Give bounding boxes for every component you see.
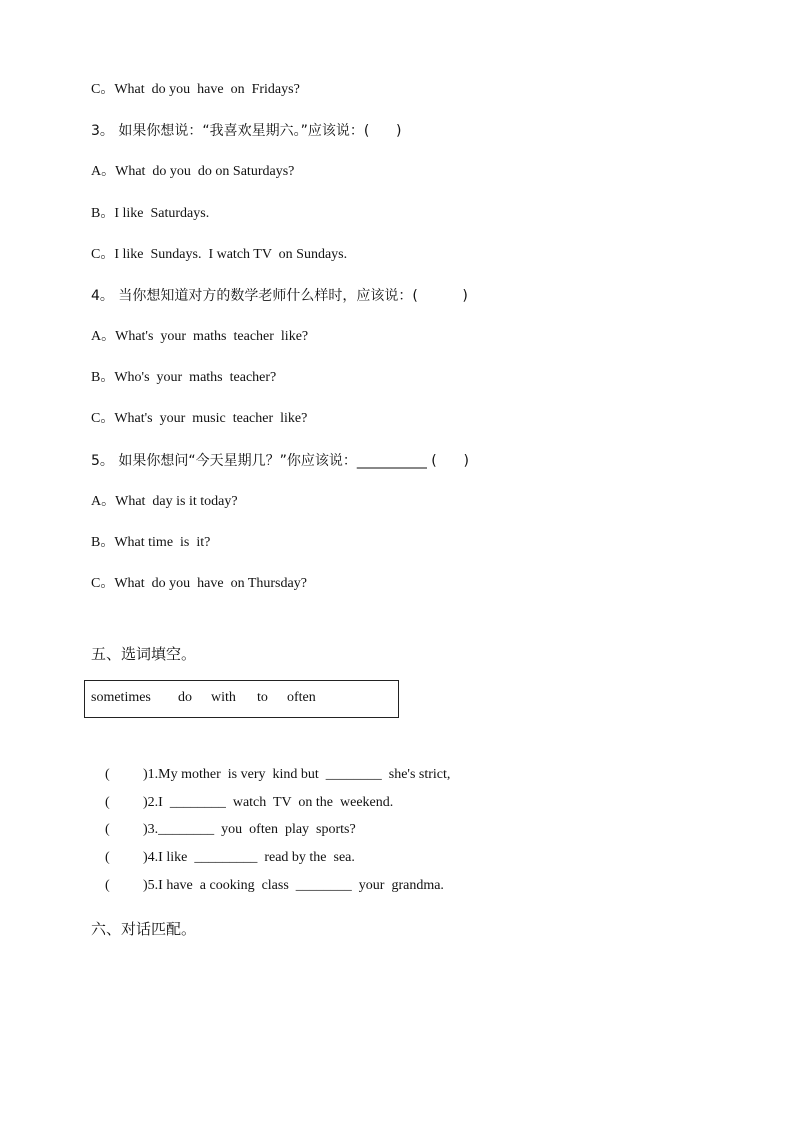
question-4: 4。 当你想知道对方的数学老师什么样时，应该说：( ) (91, 288, 468, 304)
answer-paren-open: ( (105, 822, 110, 837)
word-bank-item: with (211, 690, 236, 705)
answer-paren-close: ) (143, 822, 148, 837)
q2-option-c: C。What do you have on Fridays? (91, 82, 300, 97)
question-3: 3。 如果你想说：“我喜欢星期六。”应该说：( ) (91, 123, 402, 139)
answer-paren-open: ( (105, 850, 110, 865)
q5-option-b: B。What time is it? (91, 535, 211, 550)
fill-item-text: 1.My mother is very kind but ________ she's strict, (147, 767, 451, 782)
fill-item-text: 4.I like _________ read by the sea. (147, 850, 355, 865)
section-6-heading: 六、对话匹配。 (91, 920, 197, 938)
q3-option-b: B。I like Saturdays. (91, 206, 210, 221)
word-bank-box (84, 680, 399, 718)
answer-paren-close: ) (143, 767, 148, 782)
q4-option-a: A。What's your maths teacher like? (91, 329, 309, 344)
fill-item-5 (91, 859, 444, 913)
answer-paren-open: ( (105, 795, 110, 810)
q4-option-b: B。Who's your maths teacher? (91, 370, 277, 385)
q3-option-c: C。I like Sundays. I watch TV on Sundays. (91, 247, 348, 262)
answer-paren-close: ) (143, 878, 148, 893)
answer-paren-close: ) (143, 850, 148, 865)
q3-option-a: A。What do you do on Saturdays? (91, 164, 295, 179)
word-bank-item: sometimes (91, 690, 151, 705)
q5-option-a: A。What day is it today? (91, 494, 238, 509)
q5-option-c: C。What do you have on Thursday? (91, 576, 307, 591)
answer-paren-close: ) (143, 795, 148, 810)
answer-paren-open: ( (105, 767, 110, 782)
word-bank-item: to (257, 690, 268, 705)
fill-item-text: 3.________ you often play sports? (147, 822, 356, 837)
q4-option-c: C。What's your music teacher like? (91, 411, 308, 426)
section-5-heading: 五、选词填空。 (91, 645, 197, 663)
fill-item-text: 2.I ________ watch TV on the weekend. (147, 795, 394, 810)
word-bank-item: do (178, 690, 192, 705)
fill-item-text: 5.I have a cooking class ________ your grandma. (147, 878, 444, 893)
word-bank-item: often (287, 690, 316, 705)
question-5: 5。 如果你想问“今天星期几？”你应该说：__________ ( ) (91, 453, 469, 469)
answer-paren-open: ( (105, 878, 110, 893)
